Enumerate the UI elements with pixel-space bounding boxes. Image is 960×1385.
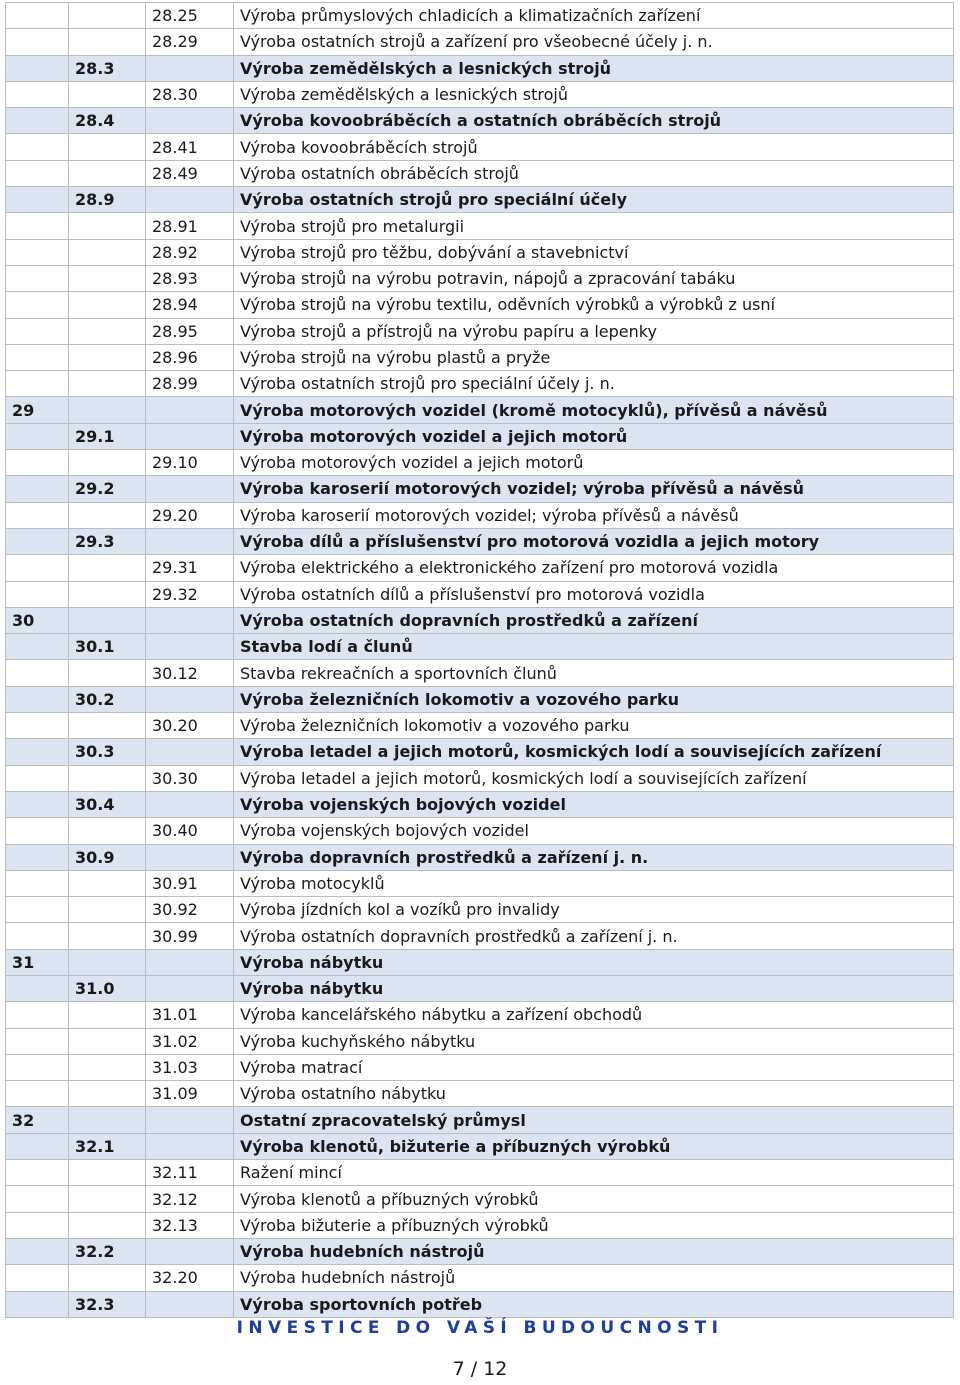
activity-name: Výroba vojenských bojových vozidel <box>234 818 954 844</box>
activity-name: Výroba ostatních obráběcích strojů <box>234 160 954 186</box>
table-row-heading <box>6 607 954 633</box>
group-code <box>69 1265 146 1291</box>
activity-name: Výroba karoserií motorových vozidel; výroba přívěsů a návěsů <box>234 502 954 528</box>
division-code <box>6 3 69 29</box>
table-row <box>6 502 954 528</box>
activity-name: Výroba dílů a příslušenství pro motorová vozidla a jejich motory <box>234 528 954 554</box>
class-code: 30.20 <box>146 713 234 739</box>
footer-slogan: INVESTICE DO VAŠÍ BUDOUCNOSTI <box>236 1318 724 1338</box>
group-code: 32.2 <box>69 1238 146 1264</box>
class-code: 30.40 <box>146 818 234 844</box>
activity-name: Výroba kovoobráběcích a ostatních obráběcích strojů <box>234 108 954 134</box>
table-row <box>6 1160 954 1186</box>
class-code: 31.03 <box>146 1054 234 1080</box>
table-row <box>6 134 954 160</box>
table-row <box>6 371 954 397</box>
activity-name: Výroba nábytku <box>234 949 954 975</box>
activity-name: Výroba ostatních dílů a příslušenství pro motorová vozidla <box>234 581 954 607</box>
class-code: 31.01 <box>146 1002 234 1028</box>
group-code <box>69 134 146 160</box>
class-code: 32.11 <box>146 1160 234 1186</box>
activity-name: Výroba motorových vozidel (kromě motocyklů), přívěsů a návěsů <box>234 397 954 423</box>
division-code: 30 <box>6 607 69 633</box>
division-code <box>6 55 69 81</box>
division-code <box>6 292 69 318</box>
group-code <box>69 818 146 844</box>
division-code <box>6 818 69 844</box>
activity-name: Výroba ostatních strojů pro speciální účely <box>234 187 954 213</box>
activity-name: Výroba zemědělských a lesnických strojů <box>234 81 954 107</box>
division-code: 32 <box>6 1107 69 1133</box>
activity-name: Ostatní zpracovatelský průmysl <box>234 1107 954 1133</box>
group-code <box>69 1002 146 1028</box>
activity-name: Výroba motorových vozidel a jejich motorů <box>234 450 954 476</box>
table-row <box>6 1186 954 1212</box>
class-code: 29.31 <box>146 555 234 581</box>
division-code <box>6 581 69 607</box>
table-row <box>6 1265 954 1291</box>
class-code <box>146 739 234 765</box>
group-code <box>69 713 146 739</box>
class-code: 31.09 <box>146 1081 234 1107</box>
division-code <box>6 344 69 370</box>
group-code: 28.4 <box>69 108 146 134</box>
division-code <box>6 844 69 870</box>
activity-name: Výroba dopravních prostředků a zařízení j. n. <box>234 844 954 870</box>
division-code <box>6 81 69 107</box>
class-code <box>146 55 234 81</box>
group-code <box>69 1107 146 1133</box>
group-code <box>69 397 146 423</box>
class-code: 28.96 <box>146 344 234 370</box>
activity-name: Výroba sportovních potřeb <box>234 1291 954 1317</box>
class-code <box>146 791 234 817</box>
class-code: 30.12 <box>146 660 234 686</box>
class-code: 29.32 <box>146 581 234 607</box>
group-code: 32.1 <box>69 1133 146 1159</box>
class-code: 30.92 <box>146 897 234 923</box>
group-code: 30.2 <box>69 686 146 712</box>
activity-name: Výroba ostatních strojů a zařízení pro všeobecné účely j. n. <box>234 29 954 55</box>
group-code <box>69 765 146 791</box>
division-code <box>6 371 69 397</box>
division-code <box>6 108 69 134</box>
class-code: 32.12 <box>146 1186 234 1212</box>
table-row-heading <box>6 1238 954 1264</box>
division-code <box>6 1265 69 1291</box>
table-row-heading <box>6 108 954 134</box>
table-row <box>6 318 954 344</box>
group-code <box>69 29 146 55</box>
division-code: 29 <box>6 397 69 423</box>
division-code <box>6 1081 69 1107</box>
table-row <box>6 3 954 29</box>
activity-name: Výroba jízdních kol a vozíků pro invalidy <box>234 897 954 923</box>
group-code: 32.3 <box>69 1291 146 1317</box>
group-code <box>69 555 146 581</box>
activity-name: Výroba motorových vozidel a jejich motorů <box>234 423 954 449</box>
division-code <box>6 660 69 686</box>
table-row <box>6 1212 954 1238</box>
table-row-heading <box>6 55 954 81</box>
activity-name: Výroba bižuterie a příbuzných výrobků <box>234 1212 954 1238</box>
activity-name: Stavba rekreačních a sportovních člunů <box>234 660 954 686</box>
division-code <box>6 476 69 502</box>
group-code: 31.0 <box>69 975 146 1001</box>
group-code <box>69 292 146 318</box>
group-code <box>69 1212 146 1238</box>
division-code <box>6 686 69 712</box>
class-code: 29.20 <box>146 502 234 528</box>
division-code <box>6 160 69 186</box>
class-code: 30.30 <box>146 765 234 791</box>
class-code: 28.92 <box>146 239 234 265</box>
activity-name: Výroba zemědělských a lesnických strojů <box>234 55 954 81</box>
group-code: 30.1 <box>69 634 146 660</box>
group-code <box>69 1081 146 1107</box>
activity-name: Výroba strojů na výrobu plastů a pryže <box>234 344 954 370</box>
group-code <box>69 450 146 476</box>
class-code <box>146 1238 234 1264</box>
activity-name: Výroba ostatního nábytku <box>234 1081 954 1107</box>
table-row-heading <box>6 634 954 660</box>
class-code: 28.91 <box>146 213 234 239</box>
table-row <box>6 818 954 844</box>
table-row <box>6 1002 954 1028</box>
class-code <box>146 528 234 554</box>
table-row-heading <box>6 1107 954 1133</box>
division-code <box>6 791 69 817</box>
page-number: 7 / 12 <box>452 1358 508 1380</box>
division-code: 31 <box>6 949 69 975</box>
table-row <box>6 1054 954 1080</box>
table-row <box>6 897 954 923</box>
table-row-heading <box>6 187 954 213</box>
group-code <box>69 502 146 528</box>
group-code: 30.3 <box>69 739 146 765</box>
division-code <box>6 265 69 291</box>
division-code <box>6 528 69 554</box>
group-code: 30.9 <box>69 844 146 870</box>
table-row <box>6 660 954 686</box>
division-code <box>6 502 69 528</box>
group-code <box>69 81 146 107</box>
division-code <box>6 739 69 765</box>
class-code: 28.25 <box>146 3 234 29</box>
table-row-heading <box>6 975 954 1001</box>
group-code <box>69 239 146 265</box>
class-code <box>146 634 234 660</box>
division-code <box>6 634 69 660</box>
activity-name: Výroba klenotů, bižuterie a příbuzných výrobků <box>234 1133 954 1159</box>
division-code <box>6 975 69 1001</box>
activity-name: Výroba vojenských bojových vozidel <box>234 791 954 817</box>
class-code <box>146 1291 234 1317</box>
table-row <box>6 1028 954 1054</box>
class-code <box>146 686 234 712</box>
table-row-heading <box>6 791 954 817</box>
class-code <box>146 423 234 449</box>
division-code <box>6 1160 69 1186</box>
group-code <box>69 870 146 896</box>
division-code <box>6 897 69 923</box>
class-code: 28.93 <box>146 265 234 291</box>
activity-name: Výroba strojů pro těžbu, dobývání a stavebnictví <box>234 239 954 265</box>
group-code <box>69 1186 146 1212</box>
table-row <box>6 292 954 318</box>
table-row <box>6 450 954 476</box>
table-row-heading <box>6 739 954 765</box>
class-code <box>146 397 234 423</box>
division-code <box>6 1054 69 1080</box>
division-code <box>6 213 69 239</box>
table-row <box>6 160 954 186</box>
class-code <box>146 975 234 1001</box>
activity-name: Ražení mincí <box>234 1160 954 1186</box>
activity-name: Výroba letadel a jejich motorů, kosmických lodí a souvisejících zařízení <box>234 765 954 791</box>
division-code <box>6 555 69 581</box>
division-code <box>6 713 69 739</box>
activity-name: Výroba letadel a jejich motorů, kosmických lodí a souvisejících zařízení <box>234 739 954 765</box>
group-code <box>69 949 146 975</box>
activity-name: Výroba strojů na výrobu potravin, nápojů a zpracování tabáku <box>234 265 954 291</box>
division-code <box>6 1238 69 1264</box>
division-code <box>6 187 69 213</box>
activity-name: Výroba hudebních nástrojů <box>234 1238 954 1264</box>
table-row <box>6 344 954 370</box>
activity-name: Výroba železničních lokomotiv a vozového parku <box>234 713 954 739</box>
table-row-heading <box>6 423 954 449</box>
group-code <box>69 1054 146 1080</box>
table-row <box>6 581 954 607</box>
table-row <box>6 29 954 55</box>
table-row-heading <box>6 1133 954 1159</box>
class-code: 28.41 <box>146 134 234 160</box>
class-code: 30.91 <box>146 870 234 896</box>
division-code <box>6 1291 69 1317</box>
activity-name: Výroba karoserií motorových vozidel; výroba přívěsů a návěsů <box>234 476 954 502</box>
class-code: 28.95 <box>146 318 234 344</box>
table-row <box>6 213 954 239</box>
activity-name: Výroba železničních lokomotiv a vozového parku <box>234 686 954 712</box>
table-row <box>6 923 954 949</box>
table-row <box>6 81 954 107</box>
group-code <box>69 1160 146 1186</box>
class-code <box>146 1107 234 1133</box>
class-code <box>146 187 234 213</box>
class-code <box>146 844 234 870</box>
group-code: 28.3 <box>69 55 146 81</box>
class-code: 28.94 <box>146 292 234 318</box>
group-code <box>69 344 146 370</box>
table-row-heading <box>6 476 954 502</box>
class-code: 31.02 <box>146 1028 234 1054</box>
activity-name: Výroba kovoobráběcích strojů <box>234 134 954 160</box>
activity-name: Výroba ostatních dopravních prostředků a zařízení j. n. <box>234 923 954 949</box>
table-row-heading <box>6 844 954 870</box>
nace-table-body <box>6 3 954 1318</box>
class-code <box>146 476 234 502</box>
table-row <box>6 555 954 581</box>
activity-name: Výroba ostatních dopravních prostředků a zařízení <box>234 607 954 633</box>
activity-name: Výroba elektrického a elektronického zařízení pro motorová vozidla <box>234 555 954 581</box>
activity-name: Výroba kancelářského nábytku a zařízení obchodů <box>234 1002 954 1028</box>
group-code <box>69 897 146 923</box>
group-code <box>69 265 146 291</box>
class-code: 28.99 <box>146 371 234 397</box>
group-code <box>69 213 146 239</box>
activity-name: Výroba motocyklů <box>234 870 954 896</box>
class-code <box>146 949 234 975</box>
activity-name: Výroba strojů a přístrojů na výrobu papíru a lepenky <box>234 318 954 344</box>
class-code: 28.29 <box>146 29 234 55</box>
class-code: 30.99 <box>146 923 234 949</box>
activity-name: Výroba průmyslových chladicích a klimatizačních zařízení <box>234 3 954 29</box>
division-code <box>6 1028 69 1054</box>
group-code <box>69 581 146 607</box>
division-code <box>6 1186 69 1212</box>
table-row <box>6 765 954 791</box>
table-row <box>6 870 954 896</box>
division-code <box>6 29 69 55</box>
activity-name: Výroba ostatních strojů pro speciální účely j. n. <box>234 371 954 397</box>
division-code <box>6 423 69 449</box>
activity-name: Výroba matrací <box>234 1054 954 1080</box>
division-code <box>6 1002 69 1028</box>
class-code <box>146 1133 234 1159</box>
activity-name: Výroba nábytku <box>234 975 954 1001</box>
class-code: 32.20 <box>146 1265 234 1291</box>
class-code: 28.49 <box>146 160 234 186</box>
division-code <box>6 134 69 160</box>
group-code <box>69 371 146 397</box>
activity-name: Výroba strojů na výrobu textilu, oděvních výrobků a výrobků z usní <box>234 292 954 318</box>
class-code: 28.30 <box>146 81 234 107</box>
table-row <box>6 265 954 291</box>
table-row <box>6 239 954 265</box>
group-code: 29.2 <box>69 476 146 502</box>
table-row-heading <box>6 686 954 712</box>
group-code <box>69 607 146 633</box>
activity-name: Výroba klenotů a příbuzných výrobků <box>234 1186 954 1212</box>
activity-name: Výroba kuchyňského nábytku <box>234 1028 954 1054</box>
table-row <box>6 713 954 739</box>
table-row-heading <box>6 949 954 975</box>
division-code <box>6 450 69 476</box>
division-code <box>6 765 69 791</box>
class-code: 32.13 <box>146 1212 234 1238</box>
class-code <box>146 607 234 633</box>
division-code <box>6 239 69 265</box>
group-code: 29.1 <box>69 423 146 449</box>
group-code <box>69 923 146 949</box>
class-code: 29.10 <box>146 450 234 476</box>
group-code <box>69 318 146 344</box>
nace-table <box>5 2 954 1318</box>
activity-name: Stavba lodí a člunů <box>234 634 954 660</box>
activity-name: Výroba strojů pro metalurgii <box>234 213 954 239</box>
group-code: 30.4 <box>69 791 146 817</box>
division-code <box>6 318 69 344</box>
group-code: 29.3 <box>69 528 146 554</box>
division-code <box>6 923 69 949</box>
group-code <box>69 660 146 686</box>
activity-name: Výroba hudebních nástrojů <box>234 1265 954 1291</box>
table-row-heading <box>6 1291 954 1317</box>
table-row-heading <box>6 397 954 423</box>
table-row-heading <box>6 528 954 554</box>
class-code <box>146 108 234 134</box>
group-code <box>69 3 146 29</box>
group-code: 28.9 <box>69 187 146 213</box>
division-code <box>6 870 69 896</box>
table-row <box>6 1081 954 1107</box>
group-code <box>69 160 146 186</box>
group-code <box>69 1028 146 1054</box>
division-code <box>6 1212 69 1238</box>
division-code <box>6 1133 69 1159</box>
